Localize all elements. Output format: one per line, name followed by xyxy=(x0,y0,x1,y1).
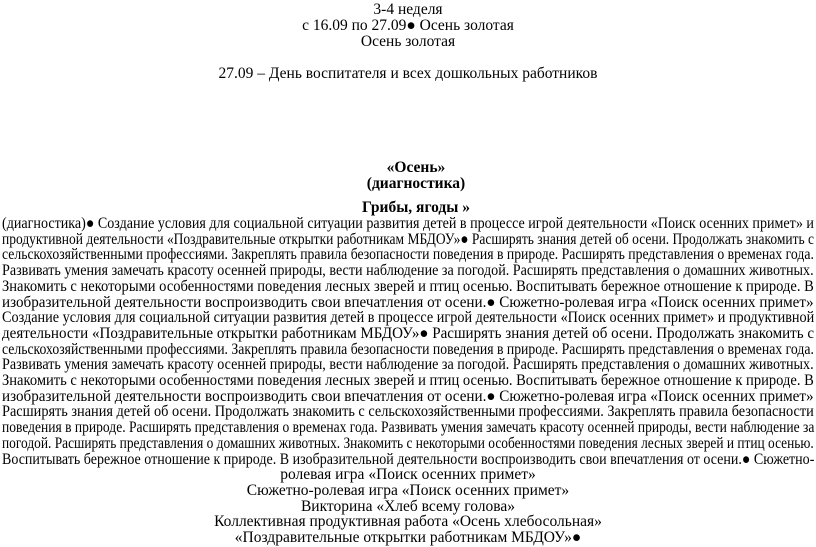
body-line: сельскохозяйственными профессиями. Закреплять правила безопасности поведения в природе. Расширять представления о временах года. xyxy=(2,246,814,264)
body-line: (диагностика)● Создание условия для социальной ситуации развития детей в процессе игрой деятельности «Поиск осенних примет» и xyxy=(2,215,814,232)
body-line: Знакомить с некоторыми особенностями поведения лесных зверей и птиц осенью. Воспитывать бережное отношение к природе. В xyxy=(2,277,814,295)
section-topic: Грибы, ягоды » xyxy=(362,199,470,216)
body-line: сельскохозяйственными профессиями. Закреплять правила безопасности поведения в природе. Расширять представления о временах года. xyxy=(2,340,814,358)
date-range: с 16.09 по 27.09● Осень золотая xyxy=(302,17,514,34)
body-line: погодой. Расширять представления о домашних животных. Знакомить с некоторыми особенностями поведения лесных зверей и птиц осенью. xyxy=(2,434,814,452)
activity-line: Коллективная продуктивная работа «Осень хлебосольная» xyxy=(214,513,602,531)
body-line: Развивать умения замечать красоту осенней природы, вести наблюдение за погодой. Расширять представления о домашних животных. xyxy=(2,356,814,374)
body-line: Расширять знания детей об осени. Продолжать знакомить с сельскохозяйственными профессиями. Закреплять правила безопасности xyxy=(2,403,814,421)
body-line: изобразительной деятельности воспроизводить свои впечатления от осени.● Сюжетно-ролевая игра «Поиск осенних примет» xyxy=(2,293,814,311)
section-title: «Осень» xyxy=(386,159,446,176)
body-line: Знакомить с некоторыми особенностями поведения лесных зверей и птиц осенью. Воспитывать бережное отношение к природе. В xyxy=(2,372,814,389)
activity-line: Сюжетно-ролевая игра «Поиск осенних примет» xyxy=(246,481,570,499)
week-heading: 3-4 неделя xyxy=(373,1,443,18)
body-line: поведения в природе. Расширять представления о временах года. Развивать умения замечать красоту осенней природы, вести наблюдение за xyxy=(2,419,815,437)
activity-line: Викторина «Хлеб всему голова» xyxy=(300,497,516,515)
body-line: ролевая игра «Поиск осенних примет» xyxy=(280,466,536,484)
body-line: продуктивной деятельности «Поздравительные открытки работникам МБДОУ»● Расширять знания детей об осени. Продолжать знакомить с xyxy=(2,230,814,248)
body-line: деятельности «Поздравительные открытки работникам МБДОУ»● Расширять знания детей об осени. Продолжать знакомить с xyxy=(2,324,815,342)
section-subtitle: (диагностика) xyxy=(366,175,466,192)
body-line: изобразительной деятельности воспроизводить свои впечатления от осени.● Сюжетно-ролевая игра «Поиск осенних примет» xyxy=(2,387,814,405)
body-line: Воспитывать бережное отношение к природе. В изобразительной деятельности воспроизводить свои впечатления от осени.● Сюжетно- xyxy=(2,450,815,468)
body-line: Развивать умения замечать красоту осенней природы, вести наблюдение за погодой. Расширять представления о домашних животных. xyxy=(2,262,814,280)
holiday-line: 27.09 – День воспитателя и всех дошкольных работников xyxy=(218,65,598,82)
activity-line: «Поздравительные открытки работникам МБДОУ»● xyxy=(234,529,582,546)
theme-line: Осень золотая xyxy=(360,33,456,50)
body-line: Создание условия для социальной ситуации развития детей в процессе игрой деятельности «Поиск осенних примет» и продуктивной xyxy=(2,309,815,327)
